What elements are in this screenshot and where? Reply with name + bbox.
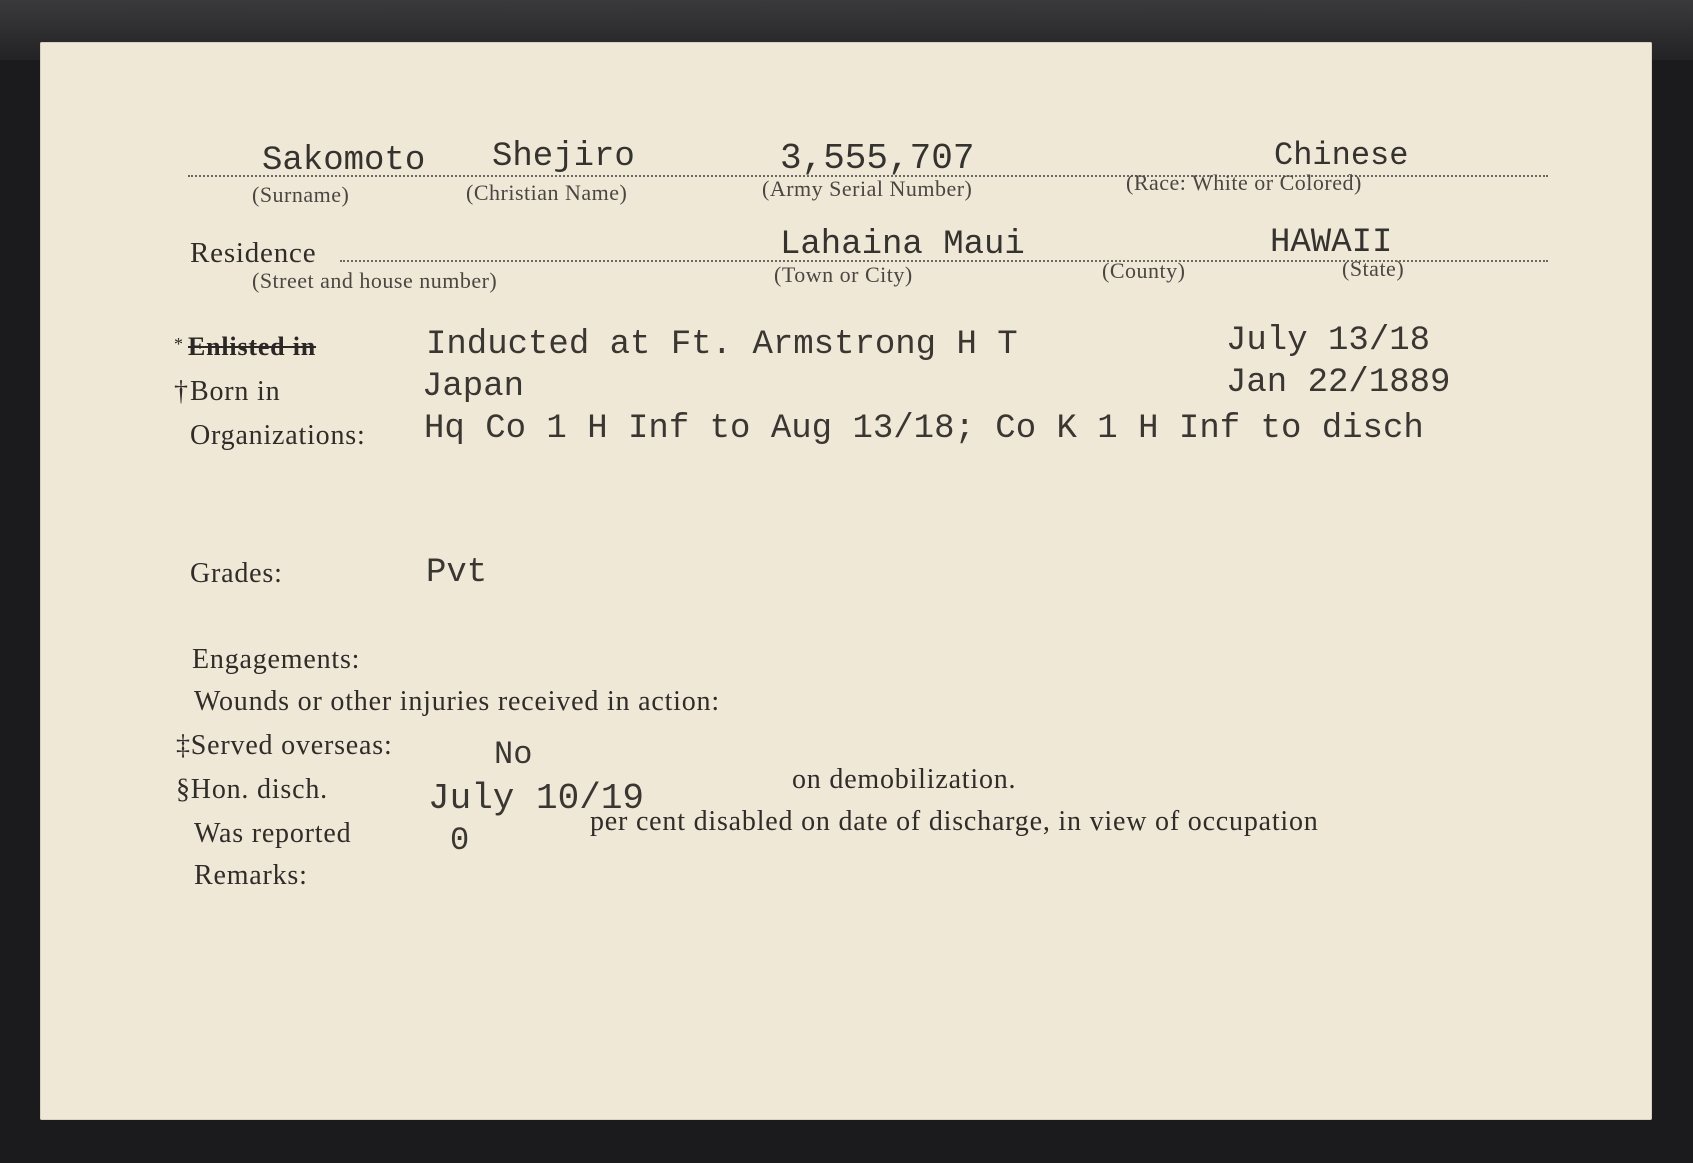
born-date: Jan 22/1889	[1226, 364, 1451, 402]
disabled-value: 0	[450, 822, 470, 859]
race-value: Chinese	[1274, 137, 1409, 174]
grades-value: Pvt	[426, 554, 488, 592]
surname-caption: (Surname)	[252, 182, 350, 207]
enlisted-value: Inducted at Ft. Armstrong H T	[426, 326, 1018, 364]
organizations-value: Hq Co 1 H Inf to Aug 13/18; Co K 1 H Inf to disch	[424, 410, 1424, 448]
born-marker: †	[174, 376, 189, 407]
county-caption: (County)	[1102, 258, 1186, 283]
surname-value: Sakomoto	[262, 142, 426, 180]
residence-label: Residence	[190, 237, 317, 269]
enlisted-marker: *	[174, 334, 184, 354]
disabled-suffix: per cent disabled on date of discharge, in view of occupation	[590, 806, 1319, 837]
christian-name-caption: (Christian Name)	[466, 180, 628, 205]
race-caption: (Race: White or Colored)	[1126, 170, 1362, 195]
town-caption: (Town or City)	[774, 262, 913, 287]
serial-number-value: 3,555,707	[780, 138, 975, 179]
wounds-label: Wounds or other injuries received in action:	[194, 686, 720, 717]
overseas-value: No	[494, 736, 533, 773]
town-value: Lahaina Maui	[780, 226, 1025, 264]
organizations-label: Organizations:	[190, 420, 366, 451]
state-value: HAWAII	[1270, 224, 1393, 262]
street-caption: (Street and house number)	[252, 268, 498, 293]
enlisted-date: July 13/18	[1226, 322, 1431, 360]
engagements-label: Engagements:	[192, 644, 361, 675]
discharge-suffix: on demobilization.	[792, 764, 1017, 795]
overseas-label: ‡Served overseas:	[176, 730, 393, 761]
christian-name-value: Shejiro	[492, 138, 635, 176]
remarks-label: Remarks:	[194, 860, 308, 891]
enlisted-label: Enlisted in	[188, 332, 317, 361]
service-record-card	[40, 42, 1652, 1120]
serial-number-caption: (Army Serial Number)	[762, 176, 973, 201]
discharge-value: July 10/19	[428, 778, 645, 819]
born-value: Japan	[422, 368, 525, 406]
disabled-label: Was reported	[194, 818, 352, 849]
discharge-label: §Hon. disch.	[176, 774, 328, 805]
born-label: Born in	[190, 376, 281, 407]
grades-label: Grades:	[190, 558, 283, 589]
state-caption: (State)	[1342, 256, 1405, 281]
